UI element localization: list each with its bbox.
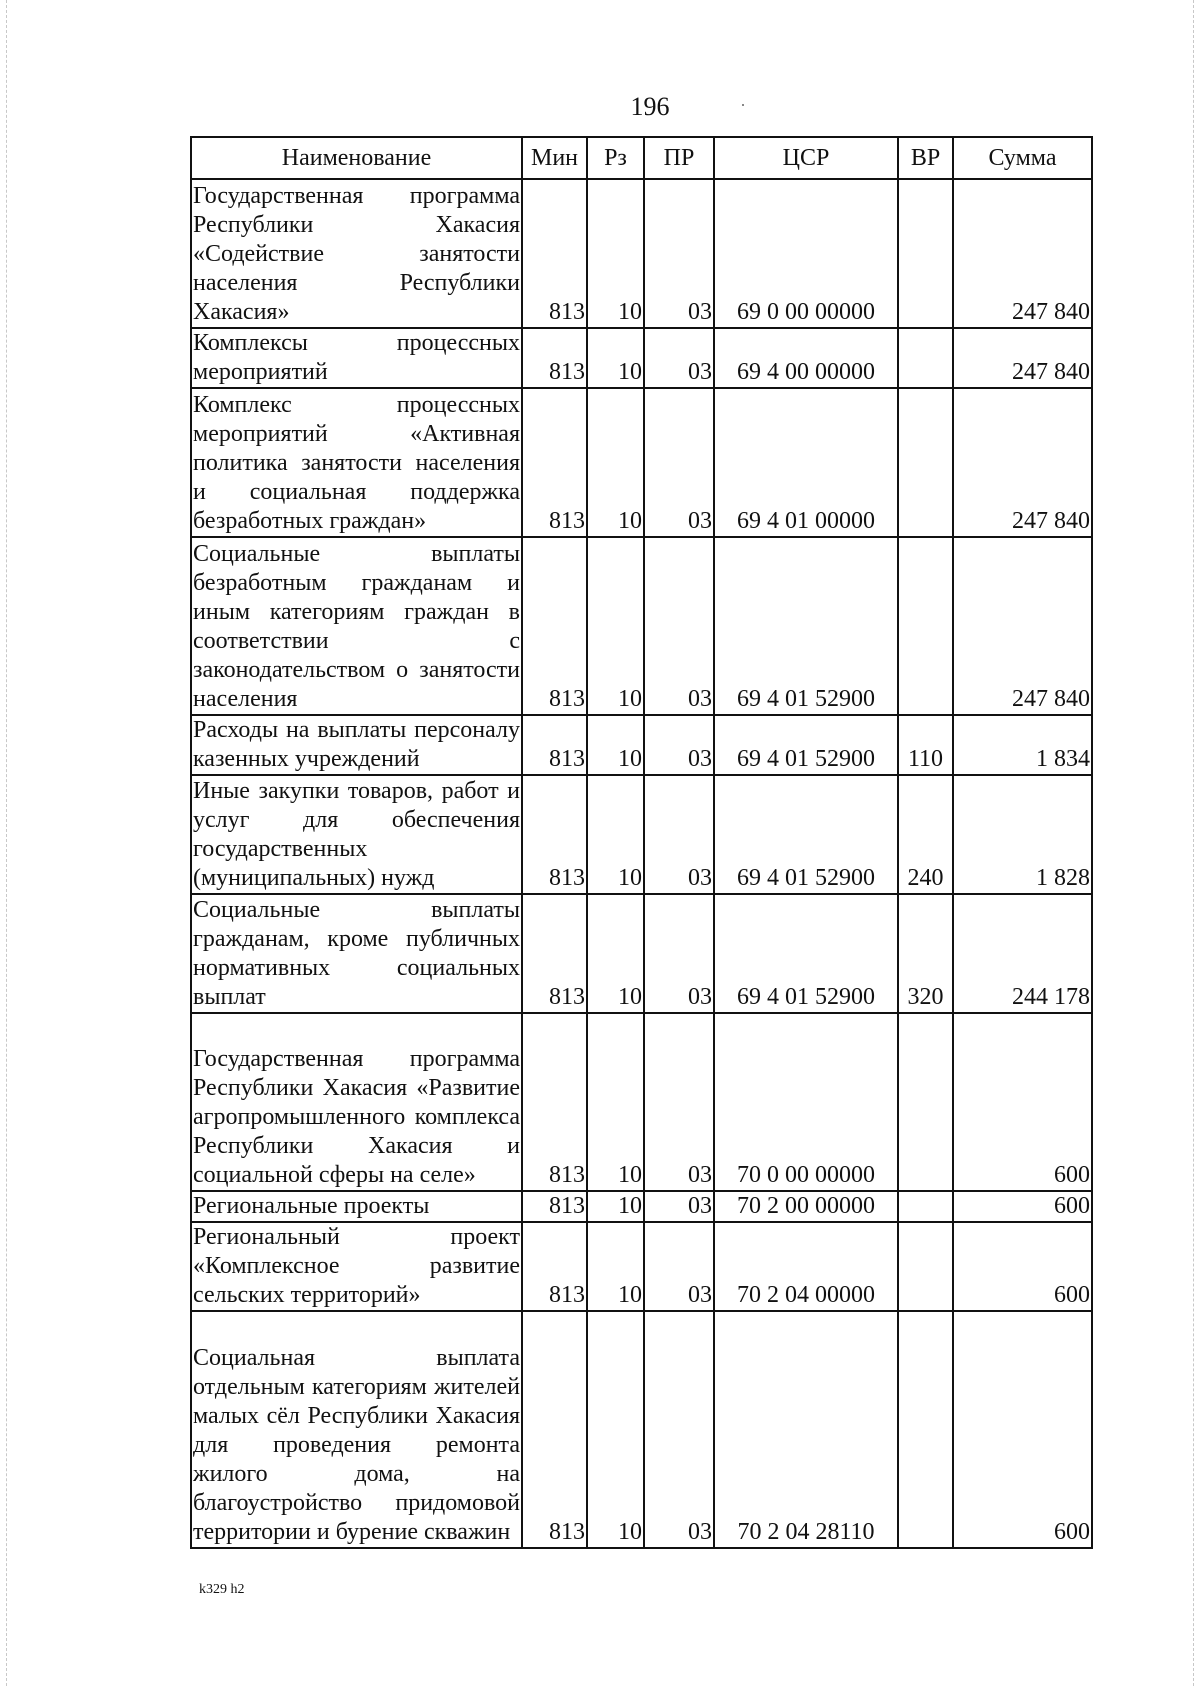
row-pr: 03 bbox=[644, 1222, 714, 1311]
row-csr: 70 2 04 28110 bbox=[714, 1311, 898, 1548]
row-vr bbox=[898, 1191, 953, 1222]
row-sum: 244 178 bbox=[953, 894, 1092, 1013]
row-rz: 10 bbox=[587, 179, 644, 328]
row-csr: 70 2 04 00000 bbox=[714, 1222, 898, 1311]
header-name: Наименование bbox=[191, 137, 522, 179]
row-pr: 03 bbox=[644, 775, 714, 894]
row-csr: 69 4 00 00000 bbox=[714, 328, 898, 388]
row-vr: 240 bbox=[898, 775, 953, 894]
row-pr: 03 bbox=[644, 1191, 714, 1222]
table-row bbox=[191, 1191, 1092, 1222]
row-rz: 10 bbox=[587, 388, 644, 537]
table-row bbox=[191, 715, 1092, 775]
row-csr: 70 2 00 00000 bbox=[714, 1191, 898, 1222]
row-min: 813 bbox=[522, 715, 587, 775]
row-csr: 69 4 01 52900 bbox=[714, 775, 898, 894]
table-row bbox=[191, 894, 1092, 1013]
row-rz: 10 bbox=[587, 894, 644, 1013]
row-csr: 69 4 01 00000 bbox=[714, 388, 898, 537]
table-row bbox=[191, 179, 1092, 328]
page-number: 196 bbox=[630, 92, 670, 121]
row-csr: 70 0 00 00000 bbox=[714, 1013, 898, 1191]
row-vr: 110 bbox=[898, 715, 953, 775]
row-name: Социальные выплаты гражданам, кроме публичных нормативных социальных выплат bbox=[191, 894, 522, 1013]
row-min: 813 bbox=[522, 328, 587, 388]
row-min: 813 bbox=[522, 1222, 587, 1311]
header-min: Мин bbox=[522, 137, 587, 179]
row-rz: 10 bbox=[587, 715, 644, 775]
row-min: 813 bbox=[522, 894, 587, 1013]
row-vr: 320 bbox=[898, 894, 953, 1013]
row-vr bbox=[898, 328, 953, 388]
row-name: Социальная выплата отдельным категориям жителей малых сёл Республики Хакасия для проведения ремонта жилого дома, на благоустройство придомовой территории и бурение скважин bbox=[191, 1311, 522, 1548]
row-rz: 10 bbox=[587, 537, 644, 715]
table-row bbox=[191, 537, 1092, 715]
row-min: 813 bbox=[522, 1311, 587, 1548]
table-row bbox=[191, 775, 1092, 894]
row-csr: 69 4 01 52900 bbox=[714, 537, 898, 715]
row-csr: 69 0 00 00000 bbox=[714, 179, 898, 328]
table-row bbox=[191, 1311, 1092, 1548]
row-rz: 10 bbox=[587, 1191, 644, 1222]
row-sum: 1 828 bbox=[953, 775, 1092, 894]
table-row bbox=[191, 388, 1092, 537]
header-csr: ЦСР bbox=[714, 137, 898, 179]
header-vr: ВР bbox=[898, 137, 953, 179]
row-sum: 600 bbox=[953, 1013, 1092, 1191]
row-rz: 10 bbox=[587, 1222, 644, 1311]
row-min: 813 bbox=[522, 1191, 587, 1222]
row-pr: 03 bbox=[644, 179, 714, 328]
table-row bbox=[191, 1222, 1092, 1311]
row-name: Комплекс процессных мероприятий «Активная политика занятости населения и социальная поддержка безработных граждан» bbox=[191, 388, 522, 537]
row-sum: 247 840 bbox=[953, 388, 1092, 537]
row-pr: 03 bbox=[644, 388, 714, 537]
scan-speck bbox=[742, 104, 744, 106]
row-pr: 03 bbox=[644, 328, 714, 388]
row-vr bbox=[898, 1222, 953, 1311]
row-rz: 10 bbox=[587, 328, 644, 388]
header-rz: Рз bbox=[587, 137, 644, 179]
row-pr: 03 bbox=[644, 894, 714, 1013]
footer-code: k329 h2 bbox=[199, 1582, 245, 1597]
scan-edge-right bbox=[1193, 0, 1194, 1686]
scan-edge-left bbox=[6, 0, 7, 1686]
row-vr bbox=[898, 537, 953, 715]
row-name: Иные закупки товаров, работ и услуг для обеспечения государственных (муниципальных) нужд bbox=[191, 775, 522, 894]
row-csr: 69 4 01 52900 bbox=[714, 894, 898, 1013]
row-min: 813 bbox=[522, 179, 587, 328]
row-vr bbox=[898, 388, 953, 537]
row-pr: 03 bbox=[644, 1311, 714, 1548]
row-name: Государственная программа Республики Хакасия «Содействие занятости населения Республики Хакасия» bbox=[191, 179, 522, 328]
row-rz: 10 bbox=[587, 1311, 644, 1548]
row-sum: 247 840 bbox=[953, 328, 1092, 388]
row-sum: 247 840 bbox=[953, 179, 1092, 328]
row-sum: 247 840 bbox=[953, 537, 1092, 715]
row-pr: 03 bbox=[644, 715, 714, 775]
table-header-row bbox=[191, 137, 1092, 179]
row-vr bbox=[898, 179, 953, 328]
table-row bbox=[191, 1013, 1092, 1191]
row-name: Комплексы процессных мероприятий bbox=[191, 328, 522, 388]
row-min: 813 bbox=[522, 537, 587, 715]
row-min: 813 bbox=[522, 388, 587, 537]
row-vr bbox=[898, 1311, 953, 1548]
row-min: 813 bbox=[522, 1013, 587, 1191]
budget-table bbox=[190, 136, 1093, 1549]
row-name: Региональный проект «Комплексное развитие сельских территорий» bbox=[191, 1222, 522, 1311]
row-sum: 600 bbox=[953, 1222, 1092, 1311]
row-sum: 1 834 bbox=[953, 715, 1092, 775]
row-sum: 600 bbox=[953, 1191, 1092, 1222]
header-sum: Сумма bbox=[953, 137, 1092, 179]
row-name: Государственная программа Республики Хакасия «Развитие агропромышленного комплекса Республики Хакасия и социальной сферы на селе» bbox=[191, 1013, 522, 1191]
row-pr: 03 bbox=[644, 1013, 714, 1191]
header-pr: ПР bbox=[644, 137, 714, 179]
row-sum: 600 bbox=[953, 1311, 1092, 1548]
row-name: Региональные проекты bbox=[191, 1191, 522, 1222]
row-rz: 10 bbox=[587, 1013, 644, 1191]
row-pr: 03 bbox=[644, 537, 714, 715]
row-csr: 69 4 01 52900 bbox=[714, 715, 898, 775]
row-name: Расходы на выплаты персоналу казенных учреждений bbox=[191, 715, 522, 775]
row-min: 813 bbox=[522, 775, 587, 894]
row-name: Социальные выплаты безработным гражданам и иным категориям граждан в соответствии с законодательством о занятости населения bbox=[191, 537, 522, 715]
row-rz: 10 bbox=[587, 775, 644, 894]
row-vr bbox=[898, 1013, 953, 1191]
table-row bbox=[191, 328, 1092, 388]
table-body bbox=[191, 179, 1092, 1548]
